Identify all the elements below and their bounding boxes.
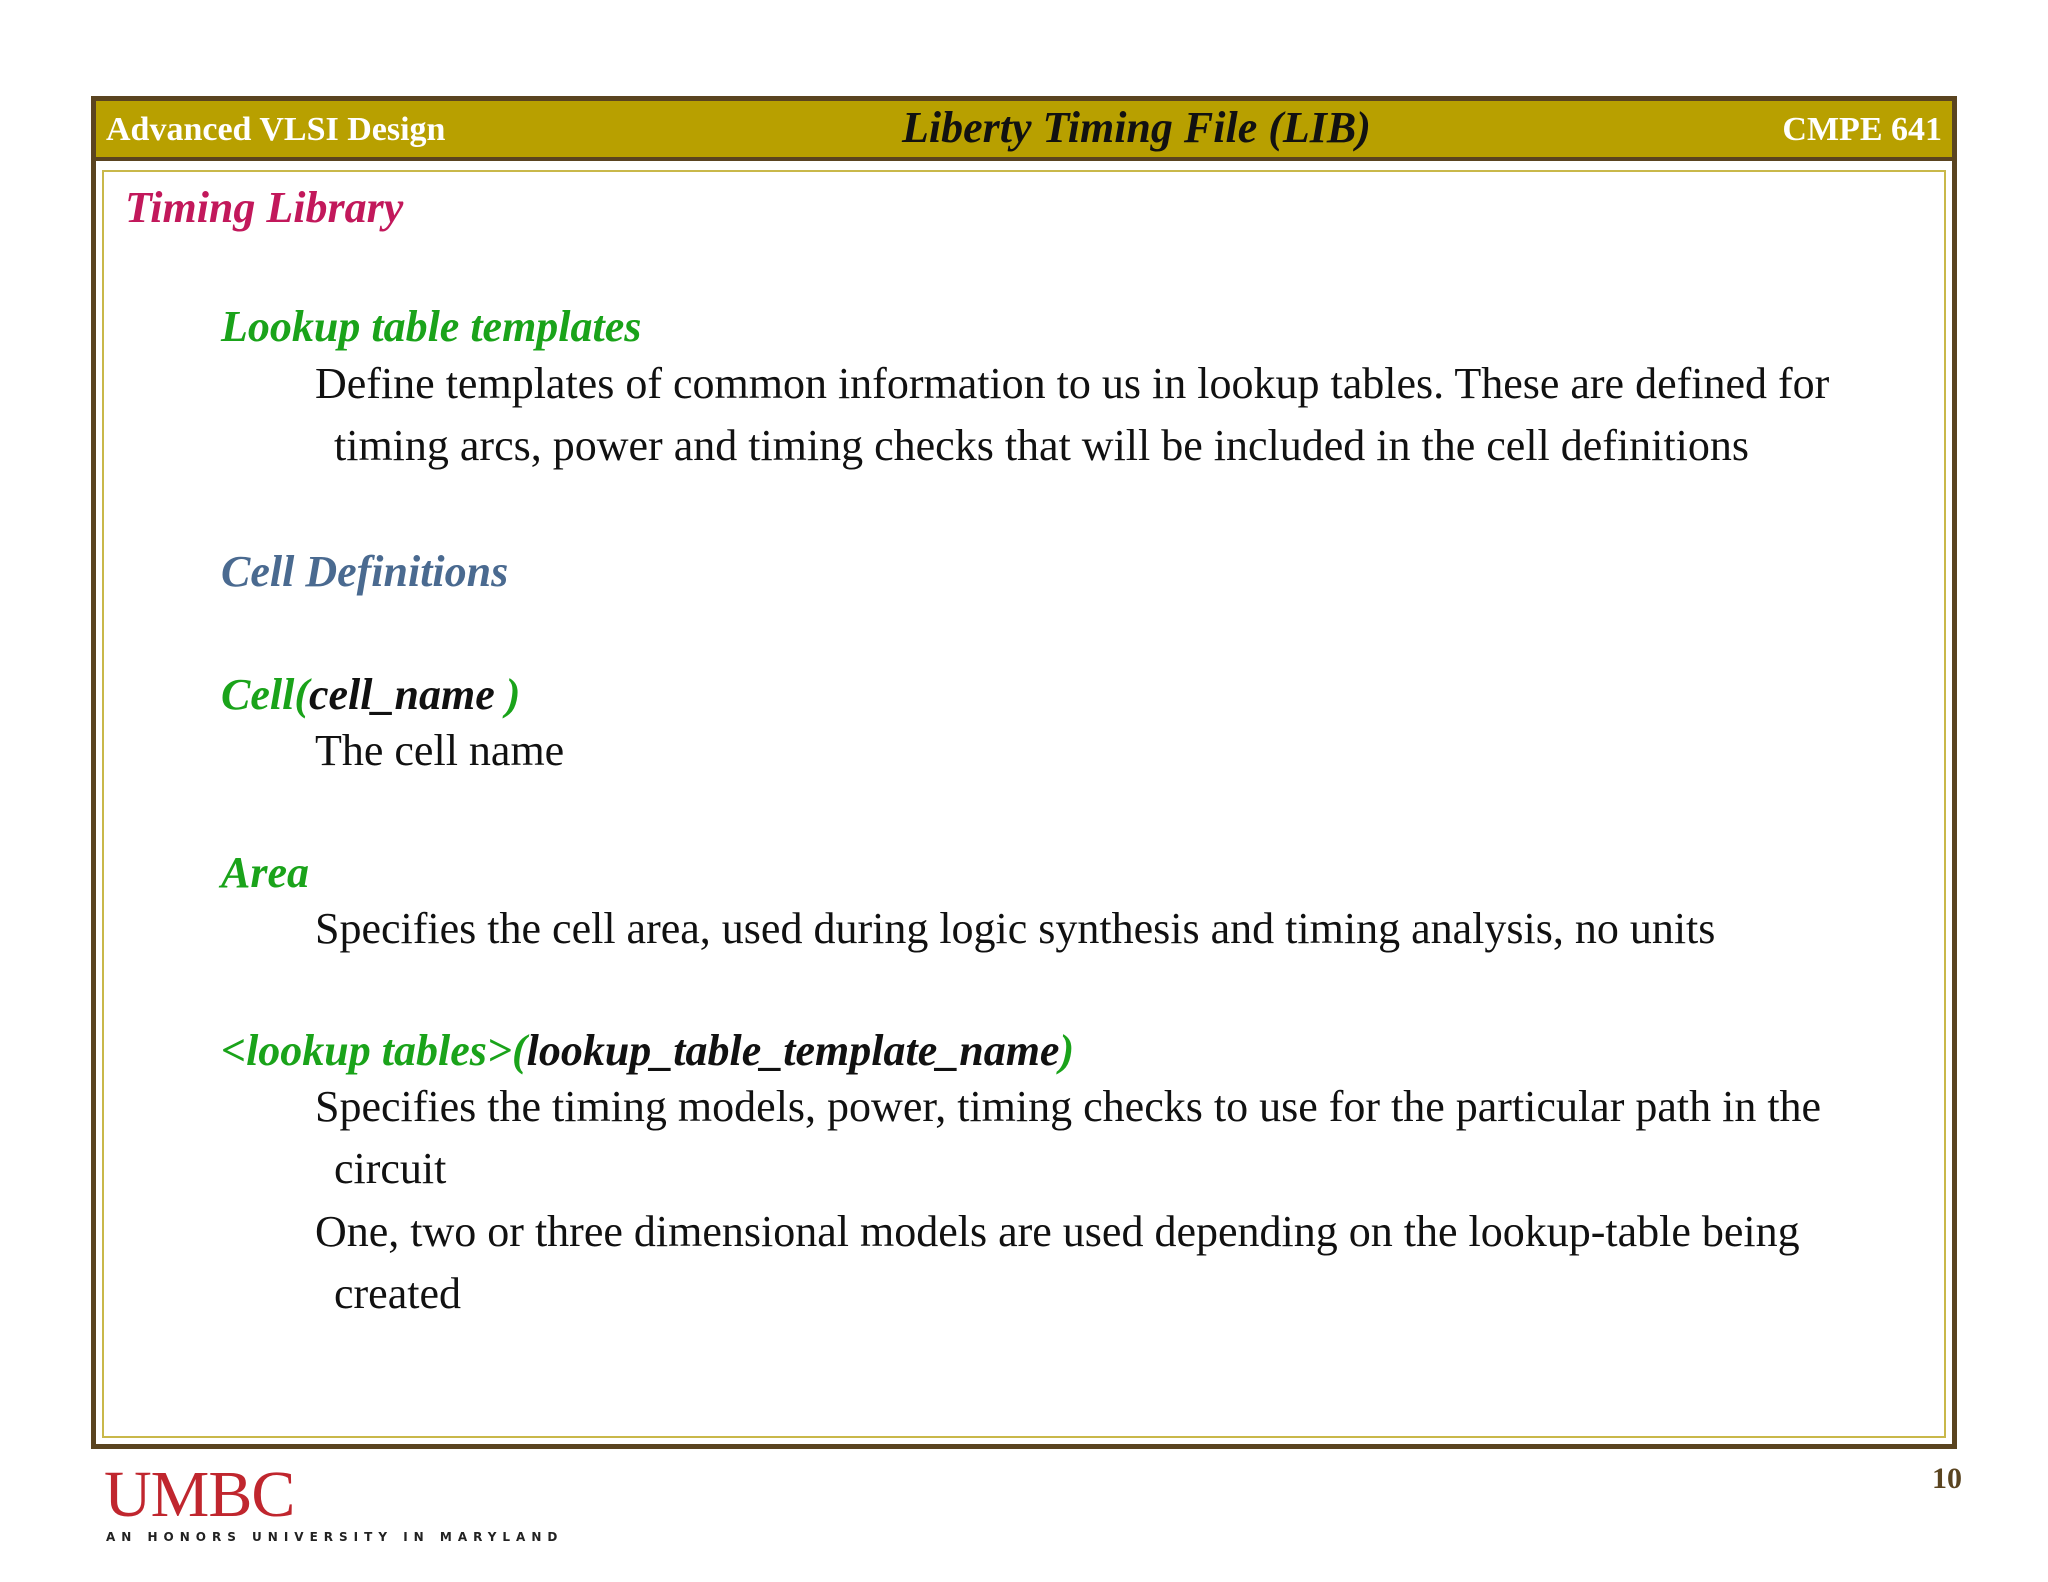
lookup-templates-heading: Lookup table templates <box>221 302 642 351</box>
cell-heading <box>221 670 521 719</box>
slide-title: Timing Library <box>125 183 404 232</box>
cell-heading-suffix: ) <box>494 670 521 719</box>
lookup-templates-text-line2: timing arcs, power and timing checks that will be included in the cell definitions <box>334 421 1749 470</box>
cell-heading-param: cell_name <box>308 670 495 719</box>
lookup-tables-heading-prefix: <lookup tables>( <box>221 1026 527 1075</box>
page-number: 10 <box>1932 1462 1962 1495</box>
cell-text-line1: The cell name <box>315 726 565 775</box>
umbc-logo: UMBC <box>104 1458 295 1531</box>
lookup-tables-text-line1: Specifies the timing models, power, timing checks to use for the particular path in the <box>315 1082 1822 1131</box>
area-text-line1: Specifies the cell area, used during logic synthesis and timing analysis, no units <box>315 904 1716 953</box>
lookup-tables-text-line4: created <box>334 1269 461 1318</box>
course-name: Advanced VLSI Design <box>106 111 446 148</box>
lookup-templates-text-line1: Define templates of common information to us in lookup tables. These are defined for <box>315 359 1830 408</box>
slide-header-title: Liberty Timing File (LIB) <box>902 103 1371 152</box>
cell-definitions-heading: Cell Definitions <box>221 547 509 596</box>
lookup-tables-text-line2: circuit <box>334 1144 447 1193</box>
slide-header-bar <box>96 101 1952 161</box>
lookup-tables-heading-suffix: ) <box>1059 1026 1075 1075</box>
lookup-tables-heading <box>221 1026 1075 1075</box>
course-code: CMPE 641 <box>1782 111 1942 148</box>
umbc-tagline: AN HONORS UNIVERSITY IN MARYLAND <box>106 1530 564 1544</box>
lookup-tables-heading-param: lookup_table_template_name <box>526 1026 1060 1075</box>
area-heading: Area <box>221 848 309 897</box>
lookup-tables-text-line3: One, two or three dimensional models are used depending on the lookup-table being <box>315 1207 1800 1256</box>
cell-heading-prefix: Cell( <box>221 670 309 719</box>
